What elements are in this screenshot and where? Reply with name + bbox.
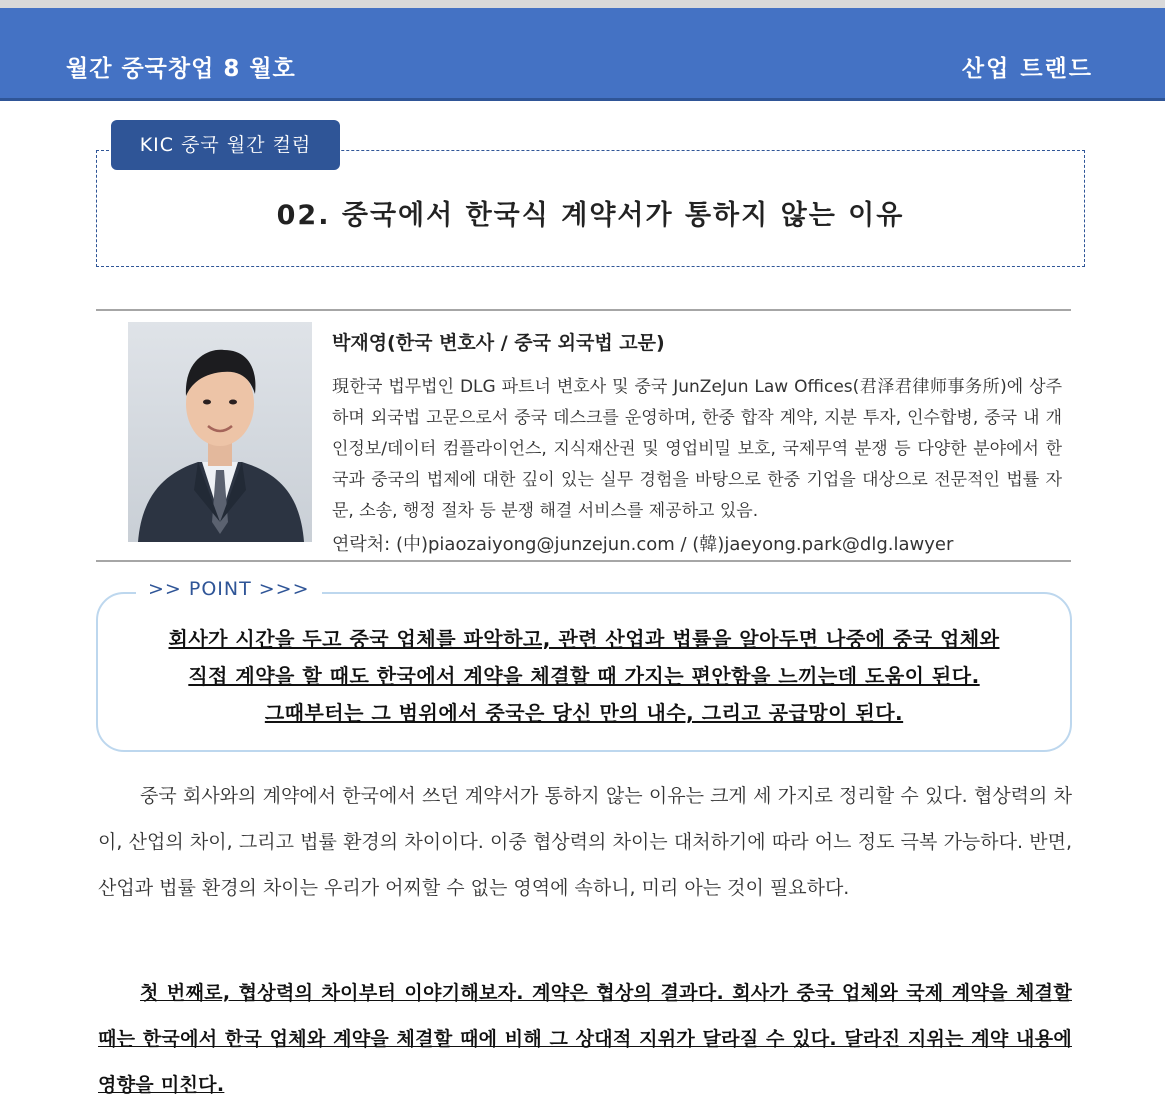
author-bio: 現한국 법무법인 DLG 파트너 변호사 및 중국 JunZeJun Law Offices(君泽君律师事务所)에 상주하며 외국법 고문으로서 중국 데스크를 운영하며, 한중 합작 계약, 지분 투자, 인수합병, 중국 내 개인정보/데이터 컴플라이언스, 지식재산권 및 영업비밀 보호, 국제무역 분쟁 등 다양한 분야에서 한국과 중국의 법제에 대한 깊이 있는 실무 경험을 바탕으로 한중 기업을 대상으로 전문적인 법률 자문, 소송, 행정 절차 등 분쟁 해결 서비스를 제공하고 있음. (332, 377, 1062, 521)
author-photo (128, 322, 312, 542)
point-label: >> POINT >>> (136, 578, 322, 600)
body-paragraph-emphasis: 첫 번째로, 협상력의 차이부터 이야기해보자. 계약은 협상의 결과다. 회사가 중국 업체와 국제 계약을 체결할 때는 한국에서 한국 업체와 계약을 체결할 때에 비해 그 상대적 지위가 달라질 수 있다. 달라진 지위는 계약 내용에 영향을 미친다. (98, 982, 1072, 1096)
author-portrait-image (128, 322, 312, 542)
divider-top (96, 309, 1071, 311)
top-strip (0, 0, 1165, 8)
section-title: 산업 트랜드 (961, 56, 1093, 82)
point-line: 직접 계약을 할 때도 한국에서 계약을 체결할 때 가지는 편안함을 느끼는데 도움이 된다. (188, 664, 980, 688)
author-name: 박재영(한국 변호사 / 중국 외국법 고문) (332, 332, 665, 354)
magazine-title: 월간 중국창업 8 월호 (66, 56, 296, 82)
point-line: 회사가 시간을 두고 중국 업체를 파악하고, 관련 산업과 법률을 알아두면 나중에 중국 업체와 (168, 627, 1000, 651)
author-contact: 연락처: (中)piaozaiyong@junzejun.com / (韓)jaeyong.park@dlg.lawyer (332, 534, 954, 555)
article-title: 02. 중국에서 한국식 계약서가 통하지 않는 이유 (276, 200, 905, 231)
page-header (0, 8, 1165, 101)
divider-bottom (96, 560, 1071, 562)
column-tab: KIC 중국 월간 컬럼 (111, 120, 340, 170)
point-line: 그때부터는 그 범위에서 중국은 당신 만의 내수, 그리고 공급망이 된다. (264, 701, 904, 725)
body-paragraph: 중국 회사와의 계약에서 한국에서 쓰던 계약서가 통하지 않는 이유는 크게 세 가지로 정리할 수 있다. 협상력의 차이, 산업의 차이, 그리고 법률 환경의 차이이다. 이중 협상력의 차이는 대처하기에 따라 어느 정도 극복 가능하다. 반면, 산업과 법률 환경의 차이는 우리가 어찌할 수 없는 영역에 속하니, 미리 아는 것이 필요하다. (98, 785, 1072, 899)
